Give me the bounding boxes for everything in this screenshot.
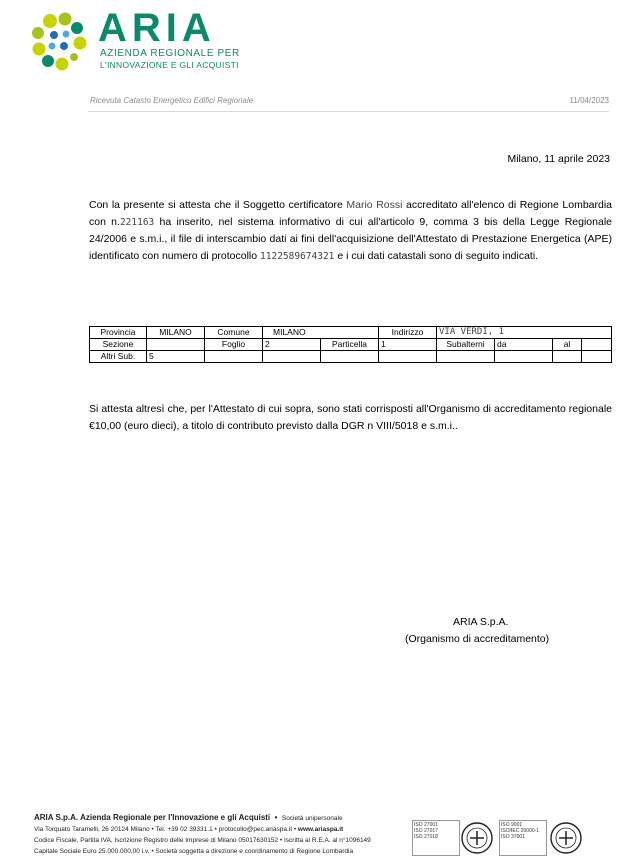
da-label: da	[497, 339, 507, 349]
subalterni-al	[582, 339, 612, 351]
indirizzo-label: Indirizzo	[379, 327, 437, 339]
p1-text-2: accreditato all'elenco di Regione Lombardia con n.	[89, 199, 613, 228]
indirizzo-value: VIA VERDI, 1	[437, 327, 612, 339]
payment-paragraph: Si attesta altresì che, per l'Attestato di cui sopra, sono stati corrisposti all'Organismo di accreditamento regionale €10,00 (euro dieci), a titolo di contributo previsto dalla DGR n VIII/5018 e s.m.i..	[89, 403, 612, 432]
attestation-paragraph	[89, 197, 612, 265]
iso-certification-box: ISO 27001 ISO 27017 ISO 27018	[412, 820, 460, 856]
iso-certification-box: ISO 9001 ISO/IEC 20000-1 ISO 37001	[499, 820, 547, 856]
certification-seal-icon	[460, 818, 494, 860]
footer-address: Via Torquato Taramelli, 26 20124 Milano • Tel. +39 02 39331.1 • protocollo@pec.ariaspa.it •	[34, 826, 297, 833]
header-divider	[88, 111, 609, 112]
subalterni-da	[495, 339, 553, 351]
protocol-number: 1122589674321	[260, 251, 335, 262]
altri-sub-value: 5	[147, 351, 205, 363]
certifier-name: Mario Rossi	[346, 199, 403, 211]
header-date: 11/04/2023	[569, 96, 609, 105]
provincia-value: MILANO	[147, 327, 205, 339]
al-label: al	[553, 339, 582, 351]
footer-website-link[interactable]: www.ariaspa.it	[297, 826, 344, 833]
aria-logo	[30, 6, 260, 74]
signature-role: (Organismo di accreditamento)	[405, 633, 550, 645]
comune-label: Comune	[205, 327, 263, 339]
document-title: Ricevuta Catasto Energetico Edifici Regionale	[90, 96, 254, 105]
subalterni-label: Subalterni	[437, 339, 495, 351]
sezione-label: Sezione	[90, 339, 147, 351]
table-row	[90, 351, 612, 363]
comune-value: MILANO	[263, 327, 379, 339]
certification-seal-icon	[549, 818, 583, 860]
brand-name: ARIA	[98, 6, 216, 50]
brand-subtitle-1: AZIENDA REGIONALE PER	[100, 48, 240, 59]
signature-company: ARIA S.p.A.	[453, 616, 509, 628]
foglio-value: 2	[263, 339, 321, 351]
place-date: Milano, 11 aprile 2023	[507, 153, 610, 165]
footer-capital: Capitale Sociale Euro 25.000.000,00 i.v. • Società soggetta a direzione e coordinamento di Regione Lombardia	[34, 848, 354, 855]
certifier-number: 221163	[119, 217, 155, 228]
p1-text-1: Con la presente si attesta che il Soggetto certificatore	[89, 199, 343, 211]
particella-value: 1	[379, 339, 437, 351]
table-row	[90, 327, 612, 339]
p1-text-4: e i cui dati catastali sono di seguito indicati.	[337, 250, 539, 262]
aria-dots-icon	[30, 12, 92, 74]
cadastral-table	[89, 326, 612, 363]
brand-subtitle-2: L'INNOVAZIONE E GLI ACQUISTI	[100, 60, 239, 70]
provincia-label: Provincia	[90, 327, 147, 339]
particella-label: Particella	[321, 339, 379, 351]
table-row	[90, 339, 612, 351]
footer: ARIA S.p.A. Azienda Regionale per l'Innovazione e gli Acquisti • Società unipersonale Via Torquato Taramelli, 26 20124 Milano • Tel. +39 02 39331.1 • protocollo@pec.ariaspa.it • www.ariaspa.it Codice Fiscale, Partita IVA, Iscrizione Registro delle Imprese di Milano 05017630152 • Iscritta al R.E.A. al n°1096149 Capitale Sociale Euro 25.000.000,00 i.v. • Società soggetta a direzione e coordinamento di Regione Lombardia	[34, 812, 414, 857]
p1-text-3: ha inserito, nel sistema informativo di cui all'articolo 9, comma 3 bis della Legge Regionale 24/2006 e s.m.i., il file di interscambio dati ai fini dell'acquisizione dell'Attestato di Prestazione Energetica (APE) identificato con numero di protocollo	[89, 216, 612, 262]
footer-registry: Codice Fiscale, Partita IVA, Iscrizione Registro delle Imprese di Milano 05017630152 • Iscritta al R.E.A. al n°1096149	[34, 837, 371, 844]
sezione-value	[147, 339, 205, 351]
footer-company: ARIA S.p.A. Azienda Regionale per l'Innovazione e gli Acquisti	[34, 813, 271, 822]
footer-company-type: Società unipersonale	[281, 815, 343, 822]
foglio-label: Foglio	[205, 339, 263, 351]
altri-sub-label: Altri Sub.	[90, 351, 147, 363]
